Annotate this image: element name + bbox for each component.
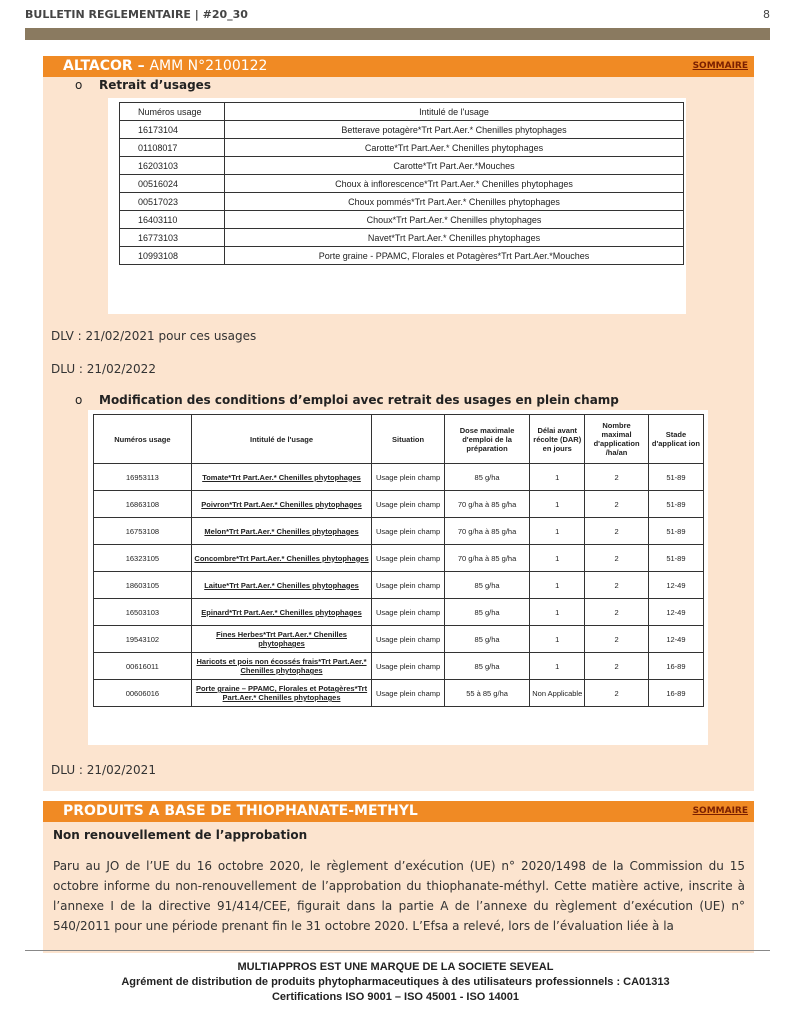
col-header: Situation [372,415,445,464]
table-cell: 2 [585,680,648,707]
table-cell: 1 [530,464,585,491]
thiophanate-section [43,801,754,953]
table-cell: 1 [530,572,585,599]
table-cell: 1 [530,626,585,653]
footer-line-1: MULTIAPPROS EST UNE MARQUE DE LA SOCIETE SEVEAL [237,961,554,973]
cell-intitule: Choux*Trt Part.Aer.* Chenilles phytophages [225,211,684,229]
table-cell: 1 [530,545,585,572]
table-cell: 1 [530,518,585,545]
table-row [120,121,684,139]
section-title-bar-2 [43,801,754,822]
table-cell: 51-89 [648,518,703,545]
table-cell: 2 [585,626,648,653]
footer-line-2: Agrément de distribution de produits phytopharmaceutiques à des utilisateurs professionnels : CA01313 [121,976,670,988]
table-cell: Usage plein champ [372,572,445,599]
table-cell: 51-89 [648,545,703,572]
col-header: Nombre maximal d'application /ha/an [585,415,648,464]
section-title-bar [43,56,754,77]
cell-intitule: Navet*Trt Part.Aer.* Chenilles phytophages [225,229,684,247]
table-cell: 2 [585,653,648,680]
table-cell: 85 g/ha [444,626,529,653]
table-cell: Haricots et pois non écossés frais*Trt Part.Aer.* Chenilles phytophages [191,653,371,680]
table-cell: 70 g/ha à 85 g/ha [444,518,529,545]
table-cell: 51-89 [648,491,703,518]
table-cell: 16323105 [94,545,192,572]
col-header: Stade d'applicat ion [648,415,703,464]
cell-numero: 16773103 [120,229,225,247]
cell-intitule: Betterave potagère*Trt Part.Aer.* Chenilles phytophages [225,121,684,139]
sommaire-link[interactable]: SOMMAIRE [692,61,748,71]
cell-numero: 16203103 [120,157,225,175]
table-cell: 2 [585,491,648,518]
table-cell: 2 [585,599,648,626]
table-cell: 85 g/ha [444,464,529,491]
table-cell: 16863108 [94,491,192,518]
table-cell: 16503103 [94,599,192,626]
col-header: Dose maximale d'emploi de la préparation [444,415,529,464]
table-cell: 18603105 [94,572,192,599]
table-cell: 2 [585,518,648,545]
table-cell: Non Applicable [530,680,585,707]
cell-numero: 10993108 [120,247,225,265]
table-row [94,599,704,626]
table-row [120,175,684,193]
table-cell: Usage plein champ [372,599,445,626]
table-cell: Melon*Trt Part.Aer.* Chenilles phytophages [191,518,371,545]
header-bar [25,28,770,40]
table-cell: 51-89 [648,464,703,491]
table-cell: 16-89 [648,680,703,707]
table-row [120,157,684,175]
table-cell: 2 [585,464,648,491]
table-cell: 85 g/ha [444,572,529,599]
table-row [94,491,704,518]
table-cell: Epinard*Trt Part.Aer.* Chenilles phytophages [191,599,371,626]
table-cell: 85 g/ha [444,653,529,680]
sommaire-link-2[interactable]: SOMMAIRE [692,806,748,816]
table-cell: Usage plein champ [372,545,445,572]
table-cell: 2 [585,545,648,572]
cell-numero: 00517023 [120,193,225,211]
bullet-retrait: o Retrait d’usages [75,78,211,92]
table-cell: Poivron*Trt Part.Aer.* Chenilles phytophages [191,491,371,518]
table-cell: Concombre*Trt Part.Aer.* Chenilles phytophages [191,545,371,572]
table-cell: Usage plein champ [372,653,445,680]
dlu-text: DLU : 21/02/2022 [51,362,156,376]
table-cell: 85 g/ha [444,599,529,626]
bulletin-title: BULLETIN REGLEMENTAIRE | #20_30 [25,8,248,21]
dlv-text: DLV : 21/02/2021 pour ces usages [51,329,257,343]
table-cell: Tomate*Trt Part.Aer.* Chenilles phytophages [191,464,371,491]
table-cell: Porte graine – PPAMC, Florales et Potagères*Trt Part.Aer.* Chenilles phytophages [191,680,371,707]
col-header: Intitulé de l'usage [191,415,371,464]
table-cell: Usage plein champ [372,680,445,707]
altacor-section [43,56,754,791]
table-cell: 1 [530,599,585,626]
table-cell: 00616011 [94,653,192,680]
table-cell: 12-49 [648,599,703,626]
cell-intitule: Choux à inflorescence*Trt Part.Aer.* Chenilles phytophages [225,175,684,193]
table-modification-usages [93,414,704,707]
footer-line-3: Certifications ISO 9001 – ISO 45001 - ISO 14001 [271,991,520,1003]
bullet-modification: o Modification des conditions d’emploi avec retrait des usages en plein champ [75,393,619,407]
cell-numero: 16403110 [120,211,225,229]
table-cell: 12-49 [648,626,703,653]
table-cell: 1 [530,653,585,680]
page-header [25,8,770,26]
page-number: 8 [763,8,770,21]
cell-numero: 16173104 [120,121,225,139]
footer-divider [25,950,770,951]
table-cell: 12-49 [648,572,703,599]
table-row [94,653,704,680]
table-cell: 2 [585,572,648,599]
table-row [120,247,684,265]
col-header: Numéros usage [94,415,192,464]
section-title-2: PRODUITS A BASE DE THIOPHANATE-METHYL [63,803,418,819]
table-row [94,518,704,545]
col-header-numero: Numéros usage [120,103,225,121]
table-row [120,139,684,157]
table-cell: 16-89 [648,653,703,680]
table-row [94,464,704,491]
col-header: Délai avant récolte (DAR) en jours [530,415,585,464]
body-paragraph: Paru au JO de l’UE du 16 octobre 2020, le règlement d’exécution (UE) n° 2020/1498 de la Commission du 15 octobre informe du non-renouvellement de l’approbation du thiophanate-méthyl. Cette matière active, inscrite à l’annexe I de la directive 91/414/CEE, figurait dans la partie A de l’annexe du règlement d’exécution (UE) n° 540/2011 pour une période prenant fin le 31 octobre 2020. L’Efsa a relevé, lors de l’évaluation liée à la [53,859,745,933]
col-header-intitule: Intitulé de l'usage [225,103,684,121]
table-cell: 55 à 85 g/ha [444,680,529,707]
subtitle-non-renouvellement: Non renouvellement de l’approbation [53,828,308,842]
table-row [94,545,704,572]
cell-numero: 01108017 [120,139,225,157]
table-row [94,680,704,707]
table-cell: 70 g/ha à 85 g/ha [444,545,529,572]
table-row [94,572,704,599]
cell-intitule: Carotte*Trt Part.Aer.*Mouches [225,157,684,175]
table-cell: 16953113 [94,464,192,491]
table-row [120,193,684,211]
dlu-text-2: DLU : 21/02/2021 [51,763,156,777]
table-modification-wrapper [88,410,708,745]
table-row [120,211,684,229]
table-row [94,626,704,653]
table-cell: 00606016 [94,680,192,707]
table-cell: 16753108 [94,518,192,545]
table-cell: 1 [530,491,585,518]
table-cell: Fines Herbes*Trt Part.Aer.* Chenilles phytophages [191,626,371,653]
table-cell: Laitue*Trt Part.Aer.* Chenilles phytophages [191,572,371,599]
table-cell: Usage plein champ [372,518,445,545]
cell-intitule: Porte graine - PPAMC, Florales et Potagères*Trt Part.Aer.*Mouches [225,247,684,265]
section-title: ALTACOR – AMM N°2100122 [63,58,268,74]
table-cell: Usage plein champ [372,464,445,491]
cell-intitule: Carotte*Trt Part.Aer.* Chenilles phytophages [225,139,684,157]
cell-intitule: Choux pommés*Trt Part.Aer.* Chenilles phytophages [225,193,684,211]
cell-numero: 00516024 [120,175,225,193]
table-cell: Usage plein champ [372,491,445,518]
table-retrait-usages [119,102,684,265]
table-cell: 70 g/ha à 85 g/ha [444,491,529,518]
table-cell: Usage plein champ [372,626,445,653]
table-cell: 19543102 [94,626,192,653]
table-retrait-wrapper [108,98,686,314]
table-row [120,229,684,247]
